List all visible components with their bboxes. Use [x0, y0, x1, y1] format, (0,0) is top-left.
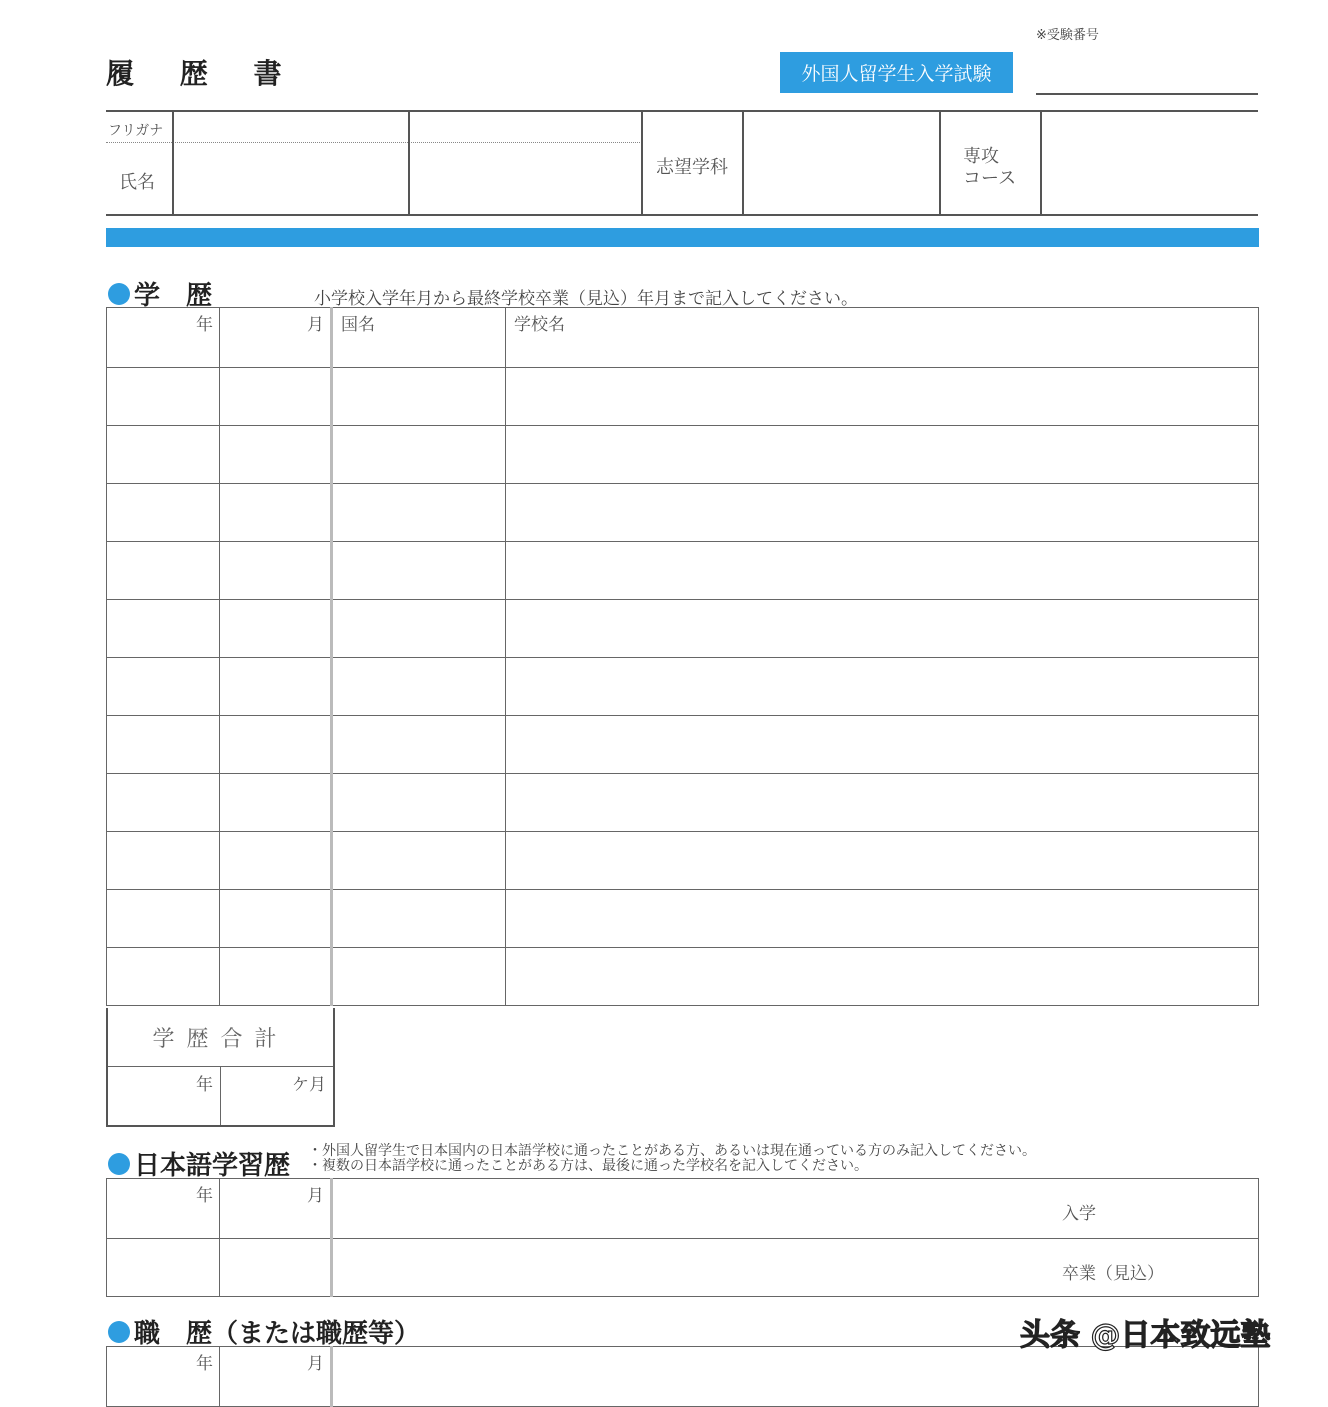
document-title: 履 歴 書	[106, 57, 300, 90]
table-row	[107, 426, 1259, 484]
education-total-box	[106, 1008, 335, 1127]
table-row	[107, 1347, 1259, 1407]
name-label: 氏名	[119, 172, 155, 193]
table-row	[107, 1239, 1259, 1297]
col-month[interactable]: 月	[220, 1347, 332, 1407]
desired-dept-label: 志望学科	[656, 157, 728, 178]
col-year: 年	[107, 308, 220, 368]
total-month-label: ケ月	[292, 1075, 326, 1095]
col-year[interactable]: 年	[107, 1179, 220, 1239]
major-label: 専攻	[963, 146, 999, 167]
table-row	[107, 832, 1259, 890]
graduate-label: 卒業（見込）	[1062, 1264, 1164, 1284]
table-row	[107, 658, 1259, 716]
table-row	[107, 600, 1259, 658]
col-school: 学校名	[506, 308, 1259, 368]
exam-number-field[interactable]	[1036, 93, 1258, 95]
bullet-icon	[108, 283, 130, 305]
enroll-label: 入学	[1062, 1204, 1096, 1224]
major-input[interactable]	[1042, 114, 1256, 210]
table-row	[107, 890, 1259, 948]
col-month[interactable]: 月	[220, 1179, 332, 1239]
course-label: コース	[963, 168, 1017, 189]
education-section-title: 学 歴	[108, 275, 212, 312]
japanese-table	[106, 1178, 1259, 1297]
table-row	[107, 716, 1259, 774]
table-row	[107, 484, 1259, 542]
col-country: 国名	[332, 308, 506, 368]
col-month: 月	[220, 308, 332, 368]
japanese-note-1: ・外国人留学生で日本国内の日本語学校に通ったことがある方、あるいは現在通っている方のみ記入してください。	[308, 1143, 1036, 1159]
table-row	[107, 774, 1259, 832]
table-row	[107, 1179, 1259, 1239]
table-row	[107, 368, 1259, 426]
exam-number-label: ※受験番号	[1036, 28, 1099, 43]
bullet-icon	[108, 1321, 130, 1343]
education-total-label: 学歴合計	[152, 1027, 289, 1052]
watermark: 头条 @日本致远塾	[1020, 1318, 1271, 1353]
education-table	[106, 307, 1259, 1006]
section-divider-bar	[106, 228, 1259, 247]
work-table	[106, 1346, 1259, 1407]
name-header-table	[106, 110, 1258, 216]
japanese-section-title: 日本語学習歴	[108, 1145, 290, 1182]
col-year[interactable]: 年	[107, 1347, 220, 1407]
education-note: 小学校入学年月から最終学校卒業（見込）年月まで記入してください。	[314, 289, 858, 309]
bullet-icon	[108, 1153, 130, 1175]
table-row	[107, 948, 1259, 1006]
desired-dept-input[interactable]	[744, 114, 938, 210]
work-section-title: 職 歴（または職歴等）	[108, 1313, 420, 1350]
furigana-divider	[106, 142, 642, 143]
furigana-label: フリガナ	[108, 123, 164, 139]
japanese-note-2: ・複数の日本語学校に通ったことがある方は、最後に通った学校名を記入してください。	[308, 1158, 868, 1174]
table-row	[107, 542, 1259, 600]
exam-type-badge: 外国人留学生入学試験	[780, 52, 1013, 93]
table-header-row	[107, 308, 1259, 368]
name-input[interactable]	[174, 144, 640, 210]
total-year-label: 年	[196, 1075, 213, 1095]
